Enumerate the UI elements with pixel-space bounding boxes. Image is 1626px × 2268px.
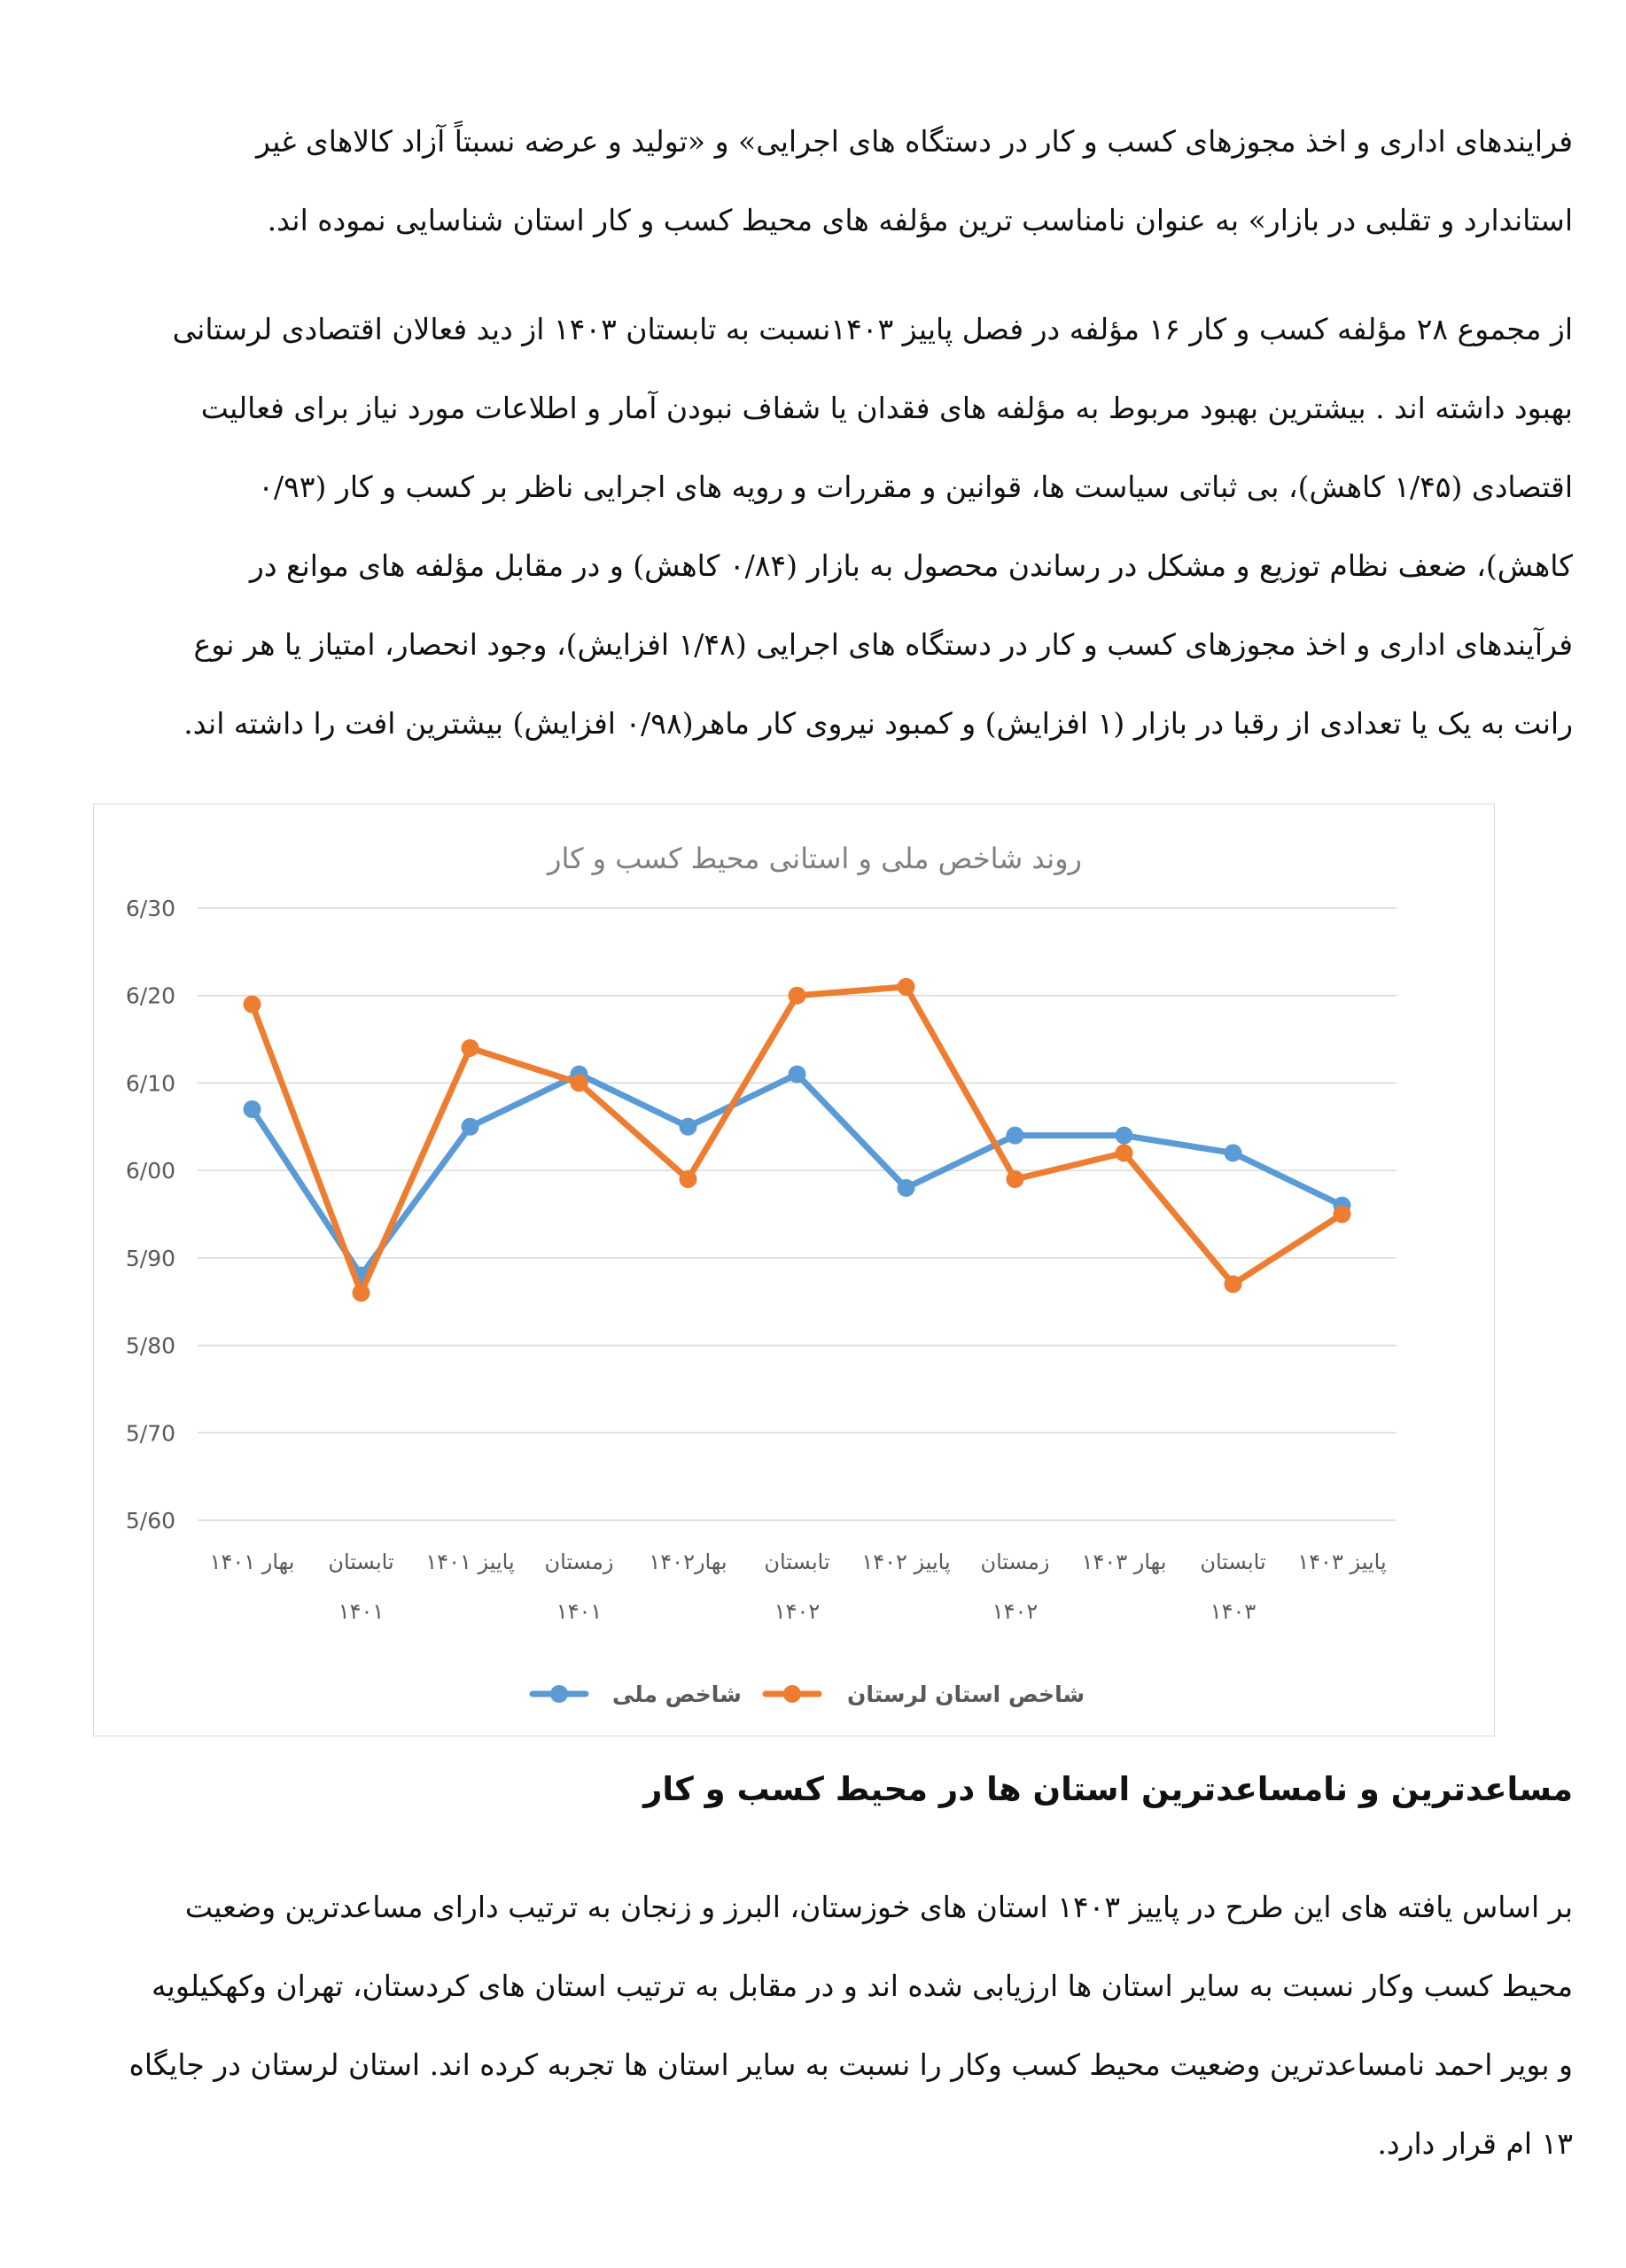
y-tick-label: 6/00	[125, 1158, 175, 1184]
x-tick-label: تابستان	[764, 1550, 830, 1574]
y-tick-label: 6/20	[125, 983, 175, 1009]
paragraph-line: استاندارد و تقلبی در بازار» به عنوان نامناسب ترین مؤلفه های محیط کسب و کار استان شناسایی نموده اند.	[267, 203, 1573, 237]
paragraph-2	[18, 290, 1573, 763]
y-tick-label: 6/30	[125, 896, 175, 921]
x-tick-label: بهار ۱۴۰۳	[1081, 1550, 1167, 1574]
x-tick-label: بهار۱۴۰۲	[649, 1550, 727, 1574]
paragraph-line: بر اساس یافته های این طرح در پاییز ۱۴۰۳ استان های خوزستان، البرز و زنجان به ترتیب دارای مساعدترین وضعیت	[184, 1890, 1573, 1924]
paragraph-line: ۱۳ ام قرار دارد.	[1377, 2126, 1573, 2161]
x-tick-label: ۱۴۰۲	[774, 1599, 821, 1624]
data-point	[462, 1039, 479, 1057]
legend-label-0: شاخص ملی	[612, 1682, 742, 1707]
paragraph-line: فرایندهای اداری و اخذ مجوزهای کسب و کار در دستگاه های اجرایی» و «تولید و عرضه نسبتاً آزاد کالاهای غیر	[256, 124, 1573, 159]
paragraph-line: و بویر احمد نامساعدترین وضعیت محیط کسب وکار را نسبت به سایر استان ها تجربه کرده اند. استان لرستان در جایگاه	[128, 2047, 1573, 2082]
legend-label-1: شاخص استان لرستان	[847, 1682, 1085, 1707]
x-tick-label: پاییز ۱۴۰۲	[861, 1550, 951, 1574]
data-point	[680, 1118, 697, 1136]
x-tick-label: پاییز ۱۴۰۱	[425, 1550, 515, 1574]
y-tick-label: 5/70	[125, 1420, 175, 1447]
data-point	[1225, 1144, 1242, 1161]
paragraph-1	[18, 102, 1573, 260]
y-tick-label: 6/10	[125, 1070, 175, 1097]
x-tick-label: تابستان	[1200, 1550, 1266, 1574]
legend-marker-0	[550, 1685, 568, 1703]
series-line-1	[253, 987, 1342, 1293]
data-point	[789, 1066, 806, 1084]
x-tick-label: تابستان	[328, 1550, 394, 1574]
section-heading: مساعدترین و نامساعدترین استان ها در محیط کسب و کار	[643, 1770, 1573, 1808]
x-tick-label: پاییز ۱۴۰۳	[1297, 1550, 1387, 1574]
data-point	[1007, 1170, 1024, 1188]
paragraph-line: اقتصادی (۱/۴۵ کاهش)، بی ثباتی سیاست ها، قوانین و مقررات و رویه های اجرایی ناظر بر کسب و کار (۰/۹۳	[258, 470, 1573, 504]
data-point	[680, 1170, 697, 1188]
y-tick-label: 5/80	[125, 1332, 175, 1359]
paragraph-3	[18, 1868, 1573, 2183]
data-point	[1225, 1275, 1242, 1293]
x-tick-label: ۱۴۰۱	[556, 1599, 603, 1624]
y-tick-label: 5/90	[125, 1245, 175, 1271]
x-tick-label: ۱۴۰۲	[992, 1599, 1039, 1624]
data-point	[353, 1284, 370, 1301]
data-point	[898, 978, 915, 996]
x-tick-label: ۱۴۰۳	[1210, 1599, 1256, 1624]
paragraph-line: از مجموع ۲۸ مؤلفه کسب و کار ۱۶ مؤلفه در فصل پاییز ۱۴۰۳نسبت به تابستان ۱۴۰۳ از دید فعالان اقتصادی لرستانی	[172, 312, 1573, 346]
x-tick-label: بهار ۱۴۰۱	[209, 1550, 295, 1574]
paragraph-line: فرآیندهای اداری و اخذ مجوزهای کسب و کار در دستگاه های اجرایی (۱/۴۸ افزایش)، وجود انحصار، امتیاز یا هر نوع	[193, 627, 1573, 662]
paragraph-line: محیط کسب وکار نسبت به سایر استان ها ارزیابی شده اند و در مقابل به ترتیب استان های کردستان، تهران وکهکیلویه	[151, 1969, 1573, 2003]
line-chart	[93, 804, 1495, 1736]
paragraph-line: کاهش)، ضعف نظام توزیع و مشکل در رساندن محصول به بازار (۰/۸۴ کاهش) و در مقابل مؤلفه های موانع در	[249, 548, 1573, 583]
data-point	[244, 1100, 261, 1118]
paragraph-line: رانت به یک یا تعدادی از رقبا در بازار (۱ افزایش) و کمبود نیروی کار ماهر(۰/۹۸ افزایش) بیشترین افت را داشته اند.	[183, 706, 1573, 741]
chart-title: روند شاخص ملی و استانی محیط کسب و کار	[548, 842, 1082, 875]
data-point	[1116, 1144, 1133, 1161]
x-tick-label: ۱۴۰۱	[338, 1599, 385, 1624]
x-tick-label: زمستان	[980, 1550, 1050, 1574]
data-point	[1334, 1206, 1351, 1223]
data-point	[1007, 1127, 1024, 1145]
legend-marker-1	[783, 1685, 801, 1703]
data-point	[1116, 1127, 1133, 1145]
data-point	[244, 996, 261, 1014]
data-point	[462, 1118, 479, 1136]
paragraph-line: بهبود داشته اند . بیشترین بهبود مربوط به مؤلفه های فقدان یا شفاف نبودن آمار و اطلاعات مورد نیاز برای فعالیت	[200, 391, 1573, 425]
data-point	[898, 1179, 915, 1197]
chart-svg	[94, 804, 1496, 1737]
data-point	[571, 1074, 588, 1091]
y-tick-label: 5/60	[125, 1508, 175, 1534]
data-point	[789, 987, 806, 1005]
x-tick-label: زمستان	[544, 1550, 614, 1574]
